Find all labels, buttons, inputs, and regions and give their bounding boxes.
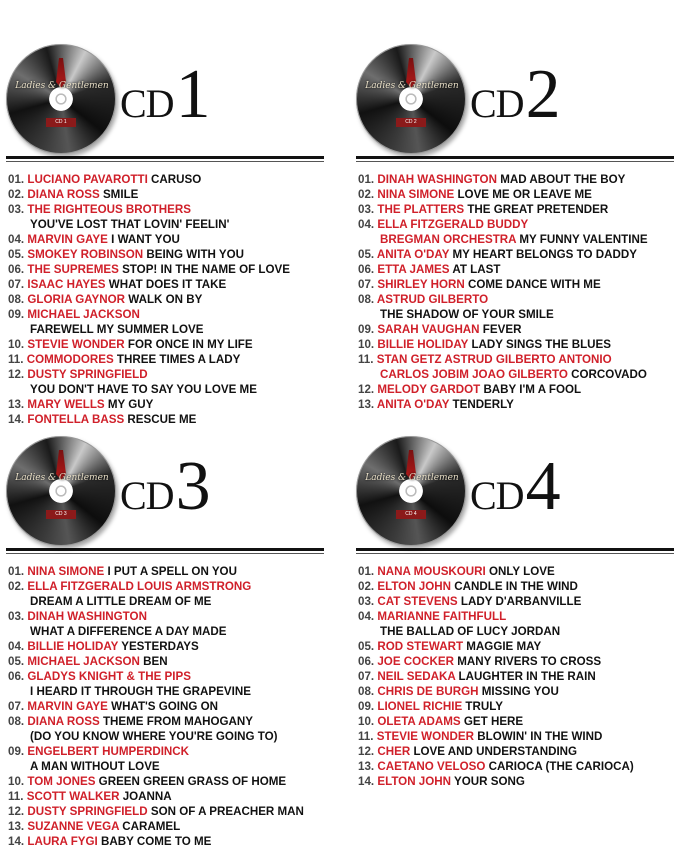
cd-title-number: 2 [525,56,561,133]
track-item [8,789,324,804]
track-artist: SHIRLEY HORN [377,278,465,291]
track-artist: CHRIS DE BURGH [377,685,479,698]
track-item [358,699,674,714]
track-song: LADY D'ARBANVILLE [460,595,582,608]
track-item [8,307,324,337]
track-item [358,564,674,579]
track-item [358,654,674,669]
track-artist: ELTON JOHN [377,775,452,788]
track-artist: NINA SIMONE [27,565,105,578]
track-number: 14. [8,413,25,426]
track-item [8,247,324,262]
track-song: YOUR SONG [454,775,525,788]
track-song: BABY COME TO ME [101,835,212,848]
track-artist: SARAH VAUGHAN [377,323,480,336]
divider-thin [6,553,324,554]
disc-script-text: Ladies & Gentlemen [15,81,109,91]
track-number: 06. [8,263,25,276]
disc-script-text: Ladies & Gentlemen [365,81,459,91]
track-item [8,187,324,202]
track-number: 06. [358,655,375,668]
track-song: THEME FROM MAHOGANY [102,715,254,728]
track-item [8,352,324,367]
track-number: 02. [358,188,375,201]
track-artist: ELLA FITZGERALD BUDDY [377,218,529,231]
track-artist: MICHAEL JACKSON [27,655,140,668]
track-continuation [358,232,674,247]
cd-header [6,38,324,150]
track-number: 10. [358,338,375,351]
track-continuation [8,684,324,699]
cd-title [470,56,561,133]
divider-thick [356,548,674,551]
track-song: WHAT DOES IT TAKE [108,278,227,291]
track-artist: LIONEL RICHIE [377,700,463,713]
track-continuation [358,307,674,322]
disc-label-text: CD 1 [46,118,76,127]
track-artist: DIANA ROSS [27,715,100,728]
track-artist: JOE COCKER [377,655,455,668]
track-number: 11. [358,730,374,743]
track-item [358,759,674,774]
track-song: WHAT'S GOING ON [111,700,219,713]
track-artist: ASTRUD GILBERTO [376,293,489,306]
track-item [8,397,324,412]
track-number: 10. [8,775,25,788]
track-item [8,172,324,187]
track-song-line2: THE BALLAD OF LUCY JORDAN [380,625,561,638]
track-song: GREEN GREEN GRASS OF HOME [98,775,287,788]
track-artist: LAURA FYGI [27,835,98,848]
track-number: 13. [358,760,375,773]
track-song: MISSING YOU [481,685,559,698]
cd-title [120,56,211,133]
track-item [8,367,324,397]
track-artist: ENGELBERT HUMPERDINCK [27,745,190,758]
track-number: 07. [8,700,25,713]
track-item [358,202,674,217]
track-number: 05. [8,248,25,261]
track-item [358,714,674,729]
track-artist: GLADYS KNIGHT & THE PIPS [27,670,191,683]
track-number: 01. [358,565,375,578]
track-number: 12. [8,368,25,381]
cd-title-number: 4 [525,448,561,525]
track-number: 03. [358,203,375,216]
track-song: SON OF A PREACHER MAN [150,805,304,818]
track-song: JOANNA [122,790,172,803]
track-song-line2: WHAT A DIFFERENCE A DAY MADE [30,625,227,638]
track-item [358,247,674,262]
disc-label-text: CD 2 [396,118,426,127]
cd-section-3 [6,430,324,849]
track-song: MY GUY [107,398,154,411]
track-song: SMILE [102,188,139,201]
track-item [8,654,324,669]
track-song: STOP! IN THE NAME OF LOVE [122,263,290,276]
track-item [8,277,324,292]
track-item [8,804,324,819]
track-song: MAD ABOUT THE BOY [500,173,626,186]
track-item [358,322,674,337]
track-list [6,172,324,427]
track-artist: SCOTT WALKER [26,790,120,803]
track-song: BEN [143,655,168,668]
track-item [358,217,674,247]
track-artist: MARVIN GAYE [27,233,108,246]
track-continuation [8,382,324,397]
cd-header [6,430,324,542]
track-artist: NANA MOUSKOURI [377,565,486,578]
track-artist: OLETA ADAMS [377,715,461,728]
track-number: 13. [358,398,375,411]
track-list [6,564,324,849]
cd-section-2 [356,38,674,412]
cd-title-word: CD [470,81,524,126]
cd-title [470,448,561,525]
track-continuation [8,759,324,774]
disc-script-text: Ladies & Gentlemen [365,473,459,483]
track-number: 13. [8,820,25,833]
track-song: LOVE ME OR LEAVE ME [457,188,592,201]
track-number: 10. [358,715,375,728]
divider-thick [6,548,324,551]
track-number: 02. [8,580,25,593]
track-song: GET HERE [463,715,524,728]
cd-title-number: 3 [175,448,211,525]
track-artist: DUSTY SPRINGFIELD [27,805,148,818]
disc-label-text: CD 4 [396,510,426,519]
track-artist: GLORIA GAYNOR [27,293,126,306]
track-item [358,639,674,654]
track-artist: MARY WELLS [27,398,105,411]
track-song: FOR ONCE IN MY LIFE [127,338,253,351]
track-song: CANDLE IN THE WIND [454,580,578,593]
track-item [358,262,674,277]
track-item [8,744,324,774]
track-item [358,684,674,699]
track-song-line2: I HEARD IT THROUGH THE GRAPEVINE [30,685,251,698]
track-number: 08. [358,685,375,698]
track-artist: STEVIE WONDER [376,730,474,743]
track-number: 09. [358,323,375,336]
track-song: WALK ON BY [128,293,203,306]
track-artist: ETTA JAMES [377,263,450,276]
cd-header [356,430,674,542]
track-song: FEVER [482,323,522,336]
track-item [8,834,324,849]
cd-section-4 [356,430,674,789]
track-song: CARAMEL [122,820,181,833]
track-item [8,579,324,609]
track-item [358,594,674,609]
divider-thin [6,161,324,162]
divider-thick [356,156,674,159]
track-song: MY HEART BELONGS TO DADDY [452,248,637,261]
track-item [358,397,674,412]
cd-disc-icon [6,436,116,546]
track-artist: ELTON JOHN [377,580,452,593]
track-item [8,774,324,789]
track-item [358,744,674,759]
track-number: 12. [8,805,25,818]
cd-title [120,448,211,525]
cd-disc-icon [356,44,466,154]
track-artist: ROD STEWART [377,640,464,653]
track-number: 07. [8,278,25,291]
track-number: 08. [8,293,25,306]
track-number: 06. [8,670,25,683]
track-song-line2: (DO YOU KNOW WHERE YOU'RE GOING TO) [30,730,278,743]
track-song: LADY SINGS THE BLUES [471,338,612,351]
track-artist: DIANA ROSS [27,188,100,201]
track-artist: STAN GETZ ASTRUD GILBERTO ANTONIO [376,353,612,366]
track-item [358,187,674,202]
track-item [8,639,324,654]
track-artist: NEIL SEDAKA [377,670,456,683]
track-number: 05. [358,640,375,653]
track-number: 04. [358,610,375,623]
track-item [358,729,674,744]
track-number: 01. [8,173,25,186]
track-number: 13. [8,398,25,411]
track-number: 12. [358,383,375,396]
track-number: 14. [8,835,25,848]
track-artist: LUCIANO PAVAROTTI [27,173,148,186]
disc-script-text: Ladies & Gentlemen [15,473,109,483]
track-artist: DUSTY SPRINGFIELD [27,368,148,381]
track-item [8,232,324,247]
track-continuation [8,624,324,639]
track-song-line2: A MAN WITHOUT LOVE [30,760,160,773]
divider-thin [356,161,674,162]
track-artist: MELODY GARDOT [377,383,481,396]
track-artist: ANITA O'DAY [376,398,450,411]
track-number: 04. [8,233,25,246]
track-song: I PUT A SPELL ON YOU [107,565,237,578]
track-artist: MICHAEL JACKSON [27,308,140,321]
track-number: 04. [8,640,25,653]
disc-label-text: CD 3 [46,510,76,519]
track-artist: SMOKEY ROBINSON [27,248,144,261]
track-item [358,382,674,397]
track-continuation [358,624,674,639]
cd-title-word: CD [120,473,174,518]
track-continuation [8,217,324,232]
track-number: 09. [8,308,25,321]
track-song-line2: YOU DON'T HAVE TO SAY YOU LOVE ME [30,383,257,396]
track-number: 02. [358,580,375,593]
track-number: 14. [358,775,375,788]
track-artist: ISAAC HAYES [27,278,106,291]
track-artist: NINA SIMONE [377,188,455,201]
track-item [358,352,674,382]
track-song: THE GREAT PRETENDER [467,203,609,216]
track-number: 05. [358,248,375,261]
track-song: LOVE AND UNDERSTANDING [413,745,578,758]
track-song-line2: THE SHADOW OF YOUR SMILE [380,308,554,321]
track-number: 11. [8,790,24,803]
track-number: 01. [8,565,25,578]
track-song: AT LAST [452,263,501,276]
track-song: ONLY LOVE [489,565,555,578]
track-number: 10. [8,338,25,351]
track-item [358,172,674,187]
track-artist: ELLA FITZGERALD LOUIS ARMSTRONG [27,580,252,593]
track-item [8,699,324,714]
track-item [358,292,674,322]
track-artist-line2: BREGMAN ORCHESTRA [380,233,517,246]
track-number: 03. [358,595,375,608]
track-artist: STEVIE WONDER [27,338,125,351]
track-artist: BILLIE HOLIDAY [377,338,469,351]
track-continuation [8,594,324,609]
track-item [8,337,324,352]
track-list [356,564,674,789]
cd-title-number: 1 [175,56,211,133]
track-artist: CAT STEVENS [377,595,458,608]
track-number: 04. [358,218,375,231]
track-item [8,262,324,277]
track-number: 01. [358,173,375,186]
track-song-line2: CORCOVADO [571,368,647,381]
track-continuation [358,367,674,382]
track-number: 05. [8,655,25,668]
track-item [8,819,324,834]
track-song: BABY I'M A FOOL [483,383,582,396]
track-item [8,714,324,744]
track-item [358,609,674,639]
track-artist: BILLIE HOLIDAY [27,640,119,653]
track-number: 03. [8,610,25,623]
track-song: YESTERDAYS [121,640,199,653]
track-item [358,669,674,684]
track-artist: THE SUPREMES [27,263,119,276]
track-song: LAUGHTER IN THE RAIN [458,670,596,683]
track-continuation [8,729,324,744]
track-item [8,412,324,427]
track-number: 07. [358,670,375,683]
track-item [8,609,324,639]
track-item [358,774,674,789]
track-song: TRULY [465,700,503,713]
track-song: I WANT YOU [111,233,180,246]
track-artist-line2: CARLOS JOBIM JOAO GILBERTO [380,368,568,381]
track-number: 11. [358,353,374,366]
track-item [358,579,674,594]
track-artist: DINAH WASHINGTON [377,173,497,186]
track-song-line2: FAREWELL MY SUMMER LOVE [30,323,204,336]
track-artist: COMMODORES [26,353,114,366]
track-artist: MARVIN GAYE [27,700,108,713]
track-number: 07. [358,278,375,291]
track-song-line2: MY FUNNY VALENTINE [519,233,648,246]
cd-title-word: CD [470,473,524,518]
track-number: 09. [358,700,375,713]
track-number: 12. [358,745,375,758]
track-number: 02. [8,188,25,201]
track-number: 03. [8,203,25,216]
track-artist: MARIANNE FAITHFULL [377,610,507,623]
cd-header [356,38,674,150]
track-song: MANY RIVERS TO CROSS [457,655,602,668]
track-song: CARUSO [151,173,202,186]
track-song-line2: YOU'VE LOST THAT LOVIN' FEELIN' [30,218,230,231]
track-artist: THE RIGHTEOUS BROTHERS [27,203,191,216]
track-continuation [8,322,324,337]
track-song: CARIOCA (THE CARIOCA) [488,760,634,773]
cd-title-word: CD [120,81,174,126]
track-artist: THE PLATTERS [377,203,465,216]
track-artist: CHER [377,745,411,758]
track-number: 08. [358,293,375,306]
divider-thin [356,553,674,554]
divider-thick [6,156,324,159]
track-song: TENDERLY [452,398,514,411]
track-artist: ANITA O'DAY [376,248,450,261]
track-item [8,202,324,232]
cd-section-1 [6,38,324,427]
track-song: MAGGIE MAY [466,640,542,653]
track-song: RESCUE ME [127,413,197,426]
track-artist: CAETANO VELOSO [377,760,486,773]
track-song: COME DANCE WITH ME [468,278,601,291]
track-number: 11. [8,353,24,366]
track-item [8,292,324,307]
track-artist: FONTELLA BASS [27,413,125,426]
track-artist: SUZANNE VEGA [27,820,120,833]
track-number: 09. [8,745,25,758]
track-number: 06. [358,263,375,276]
track-item [8,669,324,699]
track-number: 08. [8,715,25,728]
track-list [356,172,674,412]
track-song: BLOWIN' IN THE WIND [477,730,603,743]
track-item [358,337,674,352]
track-song-line2: DREAM A LITTLE DREAM OF ME [30,595,212,608]
track-song: BEING WITH YOU [146,248,245,261]
track-item [8,564,324,579]
track-item [358,277,674,292]
track-artist: TOM JONES [27,775,96,788]
cd-disc-icon [356,436,466,546]
track-artist: DINAH WASHINGTON [27,610,147,623]
cd-disc-icon [6,44,116,154]
track-song: THREE TIMES A LADY [116,353,241,366]
